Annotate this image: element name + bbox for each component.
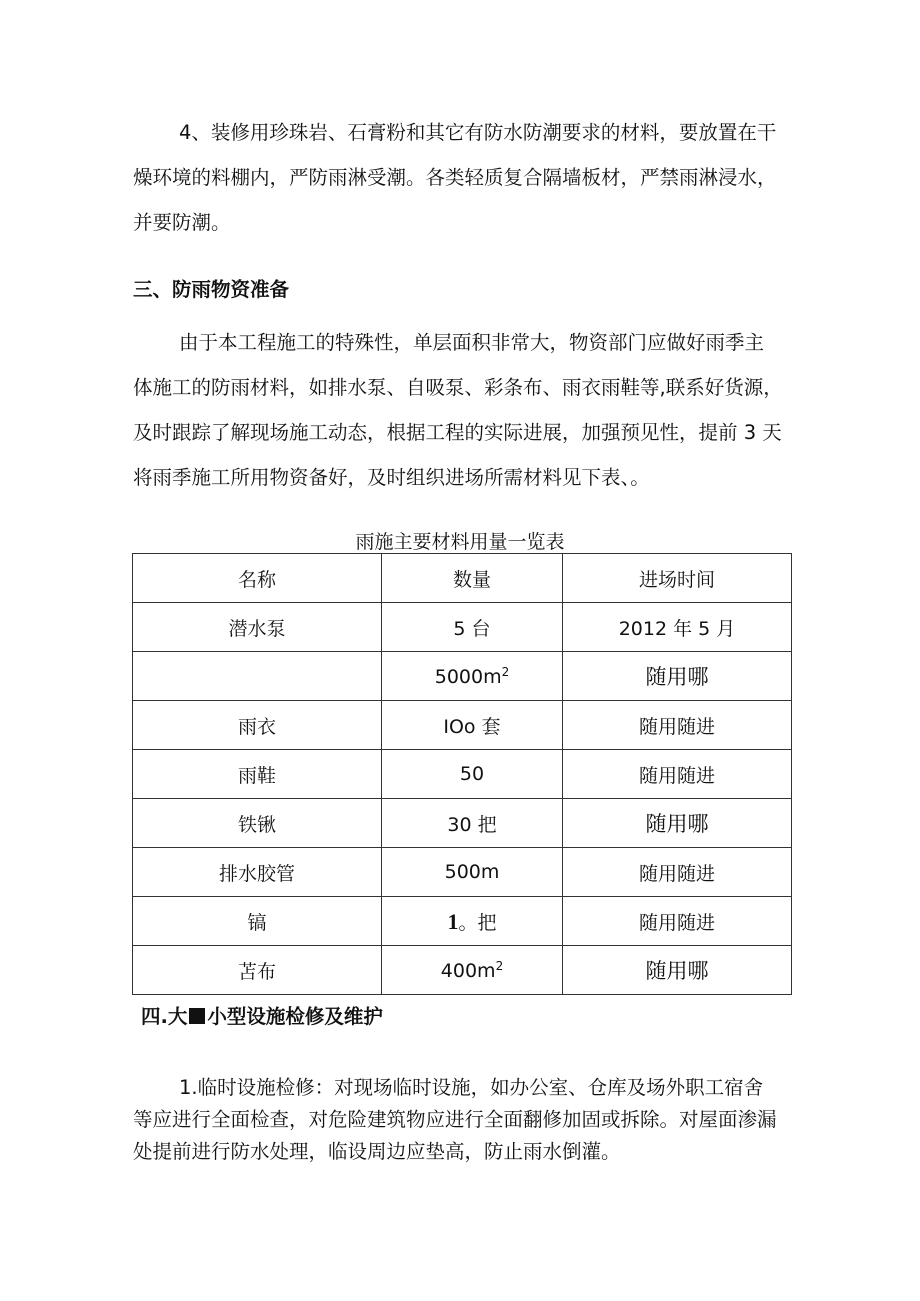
table-row — [133, 750, 792, 799]
table-row — [133, 799, 792, 848]
text-line: 并要防潮。 — [133, 211, 231, 234]
table-row — [133, 603, 792, 652]
black-square-glyph — [189, 1008, 205, 1024]
text-line: 等应进行全面检查，对危险建筑物应进行全面翻修加固或拆除。对屋面渗漏 — [133, 1108, 777, 1131]
cell-name: 排水胶管 — [133, 848, 382, 897]
cell-time: 随用随进 — [563, 701, 792, 750]
table-row — [133, 848, 792, 897]
cell-name: 雨鞋 — [133, 750, 382, 799]
quantity-value: 5000m — [434, 665, 502, 688]
header-name: 名称 — [133, 554, 382, 603]
materials-table — [132, 553, 792, 995]
cell-quantity — [382, 652, 563, 701]
text-line: 由于本工程施工的特殊性，单层面积非常大，物资部门应做好雨季主 — [179, 331, 765, 354]
cell-quantity — [382, 897, 563, 946]
cell-time: 随用随进 — [563, 848, 792, 897]
text-line: 1.临时设施检修：对现场临时设施，如办公室、仓库及场外职工宿舍 — [179, 1076, 764, 1099]
table-row — [133, 946, 792, 995]
section-heading-rain-supplies: 三、防雨物资准备 — [133, 278, 290, 301]
cell-time: 随用哪 — [563, 652, 792, 701]
quantity-value: 400m — [440, 959, 496, 982]
cell-quantity: 5 台 — [382, 603, 563, 652]
quantity-number: 1 — [447, 908, 459, 934]
cell-quantity: 50 — [382, 750, 563, 799]
text-line: 4、装修用珍珠岩、石膏粉和其它有防水防潮要求的材料，要放置在干 — [179, 121, 777, 144]
table-header-row — [133, 554, 792, 603]
cell-time: 随用随进 — [563, 750, 792, 799]
section-heading-facility-maintenance — [141, 1001, 383, 1029]
table-row — [133, 652, 792, 701]
text-line: 处提前进行防水处理，临设周边应垫高，防止雨水倒灌。 — [133, 1140, 621, 1163]
text-line: 及时跟踪了解现场施工动态，根据工程的实际进展，加强预见性，提前 3 天 — [133, 421, 782, 444]
cell-quantity: IOo 套 — [382, 701, 563, 750]
heading-suffix: 小型设施检修及维护 — [207, 1005, 383, 1028]
cell-quantity — [382, 946, 563, 995]
text-line: 将雨季施工所用物资备好，及时组织进场所需材料见下表、。 — [133, 466, 650, 489]
cell-time: 随用哪 — [563, 946, 792, 995]
cell-name: 镐 — [133, 897, 382, 946]
cell-time: 随用随进 — [563, 897, 792, 946]
superscript: 2 — [495, 958, 504, 973]
paragraph-temporary-facility-repair — [133, 1072, 801, 1168]
cell-name: 雨衣 — [133, 701, 382, 750]
cell-name: 苫布 — [133, 946, 382, 995]
table-row — [133, 897, 792, 946]
superscript: 2 — [501, 664, 510, 679]
text-line: 体施工的防雨材料，如排水泵、自吸泵、彩条布、雨衣雨鞋等,联系好货源， — [133, 376, 783, 399]
paragraph-rain-supplies — [133, 320, 801, 500]
table-title: 雨施主要材料用量一览表 — [355, 531, 565, 553]
text-line: 燥环境的料棚内，严防雨淋受潮。各类轻质复合隔墙板材，严禁雨淋浸水， — [133, 166, 777, 189]
cell-name: 铁锹 — [133, 799, 382, 848]
header-entry-time: 进场时间 — [563, 554, 792, 603]
paragraph-materials-storage — [133, 110, 801, 245]
header-quantity: 数量 — [382, 554, 563, 603]
heading-prefix: 四.大 — [141, 1005, 188, 1028]
cell-quantity: 30 把 — [382, 799, 563, 848]
cell-time: 随用哪 — [563, 799, 792, 848]
cell-name — [133, 652, 382, 701]
cell-name: 潜水泵 — [133, 603, 382, 652]
quantity-unit: 。把 — [458, 911, 497, 934]
cell-time: 2012 年 5 月 — [563, 603, 792, 652]
cell-quantity: 500m — [382, 848, 563, 897]
table-row — [133, 701, 792, 750]
